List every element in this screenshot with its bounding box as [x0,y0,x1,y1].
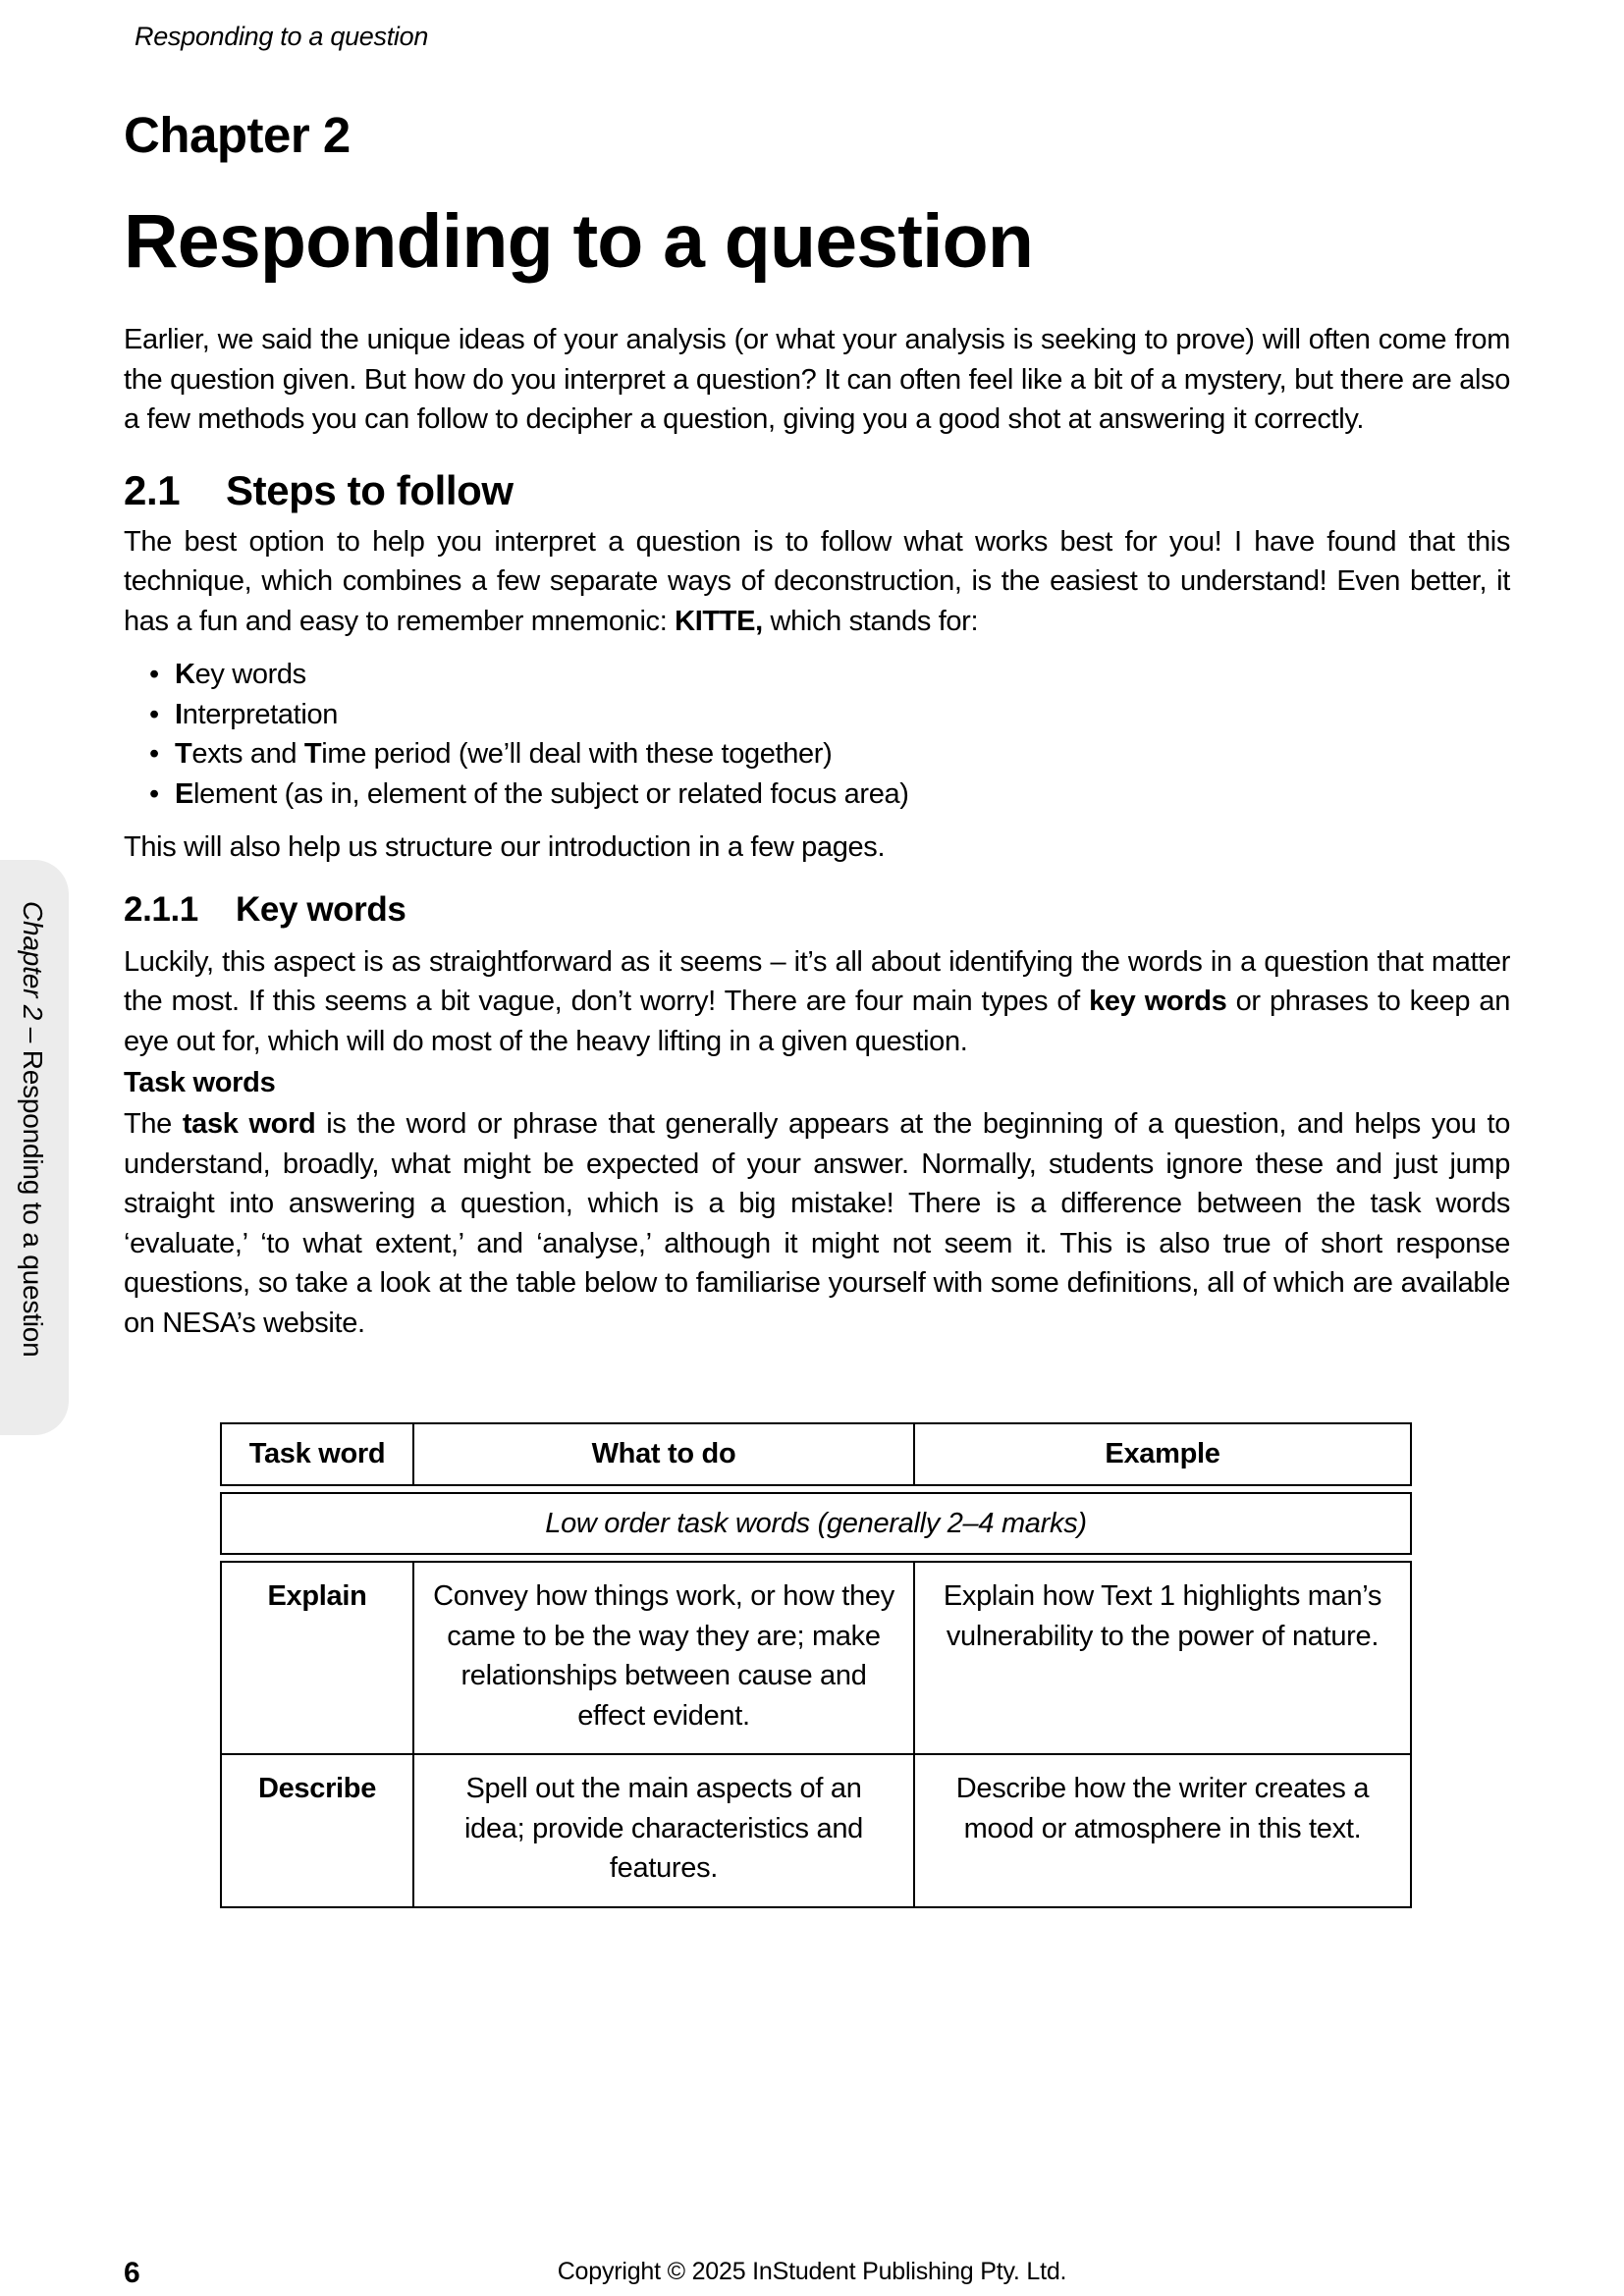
section-heading-2-1 [124,465,1510,516]
initial-letter: K [175,659,195,690]
task-word-cell: Explain [267,1580,367,1612]
text-run: which stands for: [762,605,979,637]
what-to-do-cell: Spell out the main aspects of an idea; provide characteristics and features. [412,1755,913,1906]
initial-letter: T [303,738,322,770]
column-header: What to do [412,1424,913,1484]
text-run: Luckily, this aspect is as straightforward as it seems – it’s all about identifying the words in a question that matter the most. If this seems a bit vague, don’t worry! There are four main types of [124,945,1510,1017]
steps-paragraph [124,522,1510,642]
copyright-notice: Copyright © 2025 InStudent Publishing Pty. Ltd. [557,2258,1067,2285]
initial-letter: I [175,698,183,730]
initial-letter: E [175,777,193,810]
list-item [175,695,1510,735]
text-run: The best option to help you interpret a question is to follow what works best for you! I have found that this technique, which combines a few separate ways of deconstruction, is the easiest to understand! Even better, it has a fun and easy to remember mnemonic: [124,525,1510,637]
section-number: 2.1.1 [124,889,198,929]
section-number: 2.1 [124,466,181,513]
initial-letter: T [175,738,192,770]
list-item [175,774,1510,815]
list-item-text: ime period (we’ll deal with these together) [321,738,833,770]
list-item [175,734,1510,774]
section-heading-2-1-1 [124,887,1510,933]
list-item-text: nterpretation [182,698,338,730]
intro-paragraph: Earlier, we said the unique ideas of your analysis (or what your analysis is seeking to prove) will often come from the question given. But how do you interpret a question? It can often feel like a bit of a mystery, but there are also a few methods you can follow to decipher a question, giving you a good shot at answering it correctly. [124,324,1510,435]
example-cell: Explain how Text 1 highlights man’s vulnerability to the power of nature. [913,1563,1410,1753]
main-content [124,320,1510,1343]
side-tab-chapter: Chapter 2 [18,901,48,1021]
column-header: Example [913,1424,1410,1484]
kitte-list [124,655,1510,814]
list-item-text: ey words [194,659,306,690]
running-head: Responding to a question [135,22,429,51]
column-header: Task word [248,1438,386,1469]
list-item-text: exts and [191,738,304,770]
text-run: or phrases to keep an eye out for, which will do most of the heavy lifting in a given question. [124,986,1510,1057]
task-words-heading: Task words [124,1067,276,1098]
text-run: is the word or phrase that generally appears at the beginning of a question, and helps you to understand, broadly, what might be expected of your answer. Normally, students ignore these and just jump straight into answering a question, which is a big mistake! There is a difference between the task words ‘evaluate,’ ‘to what extent,’ and ‘analyse,’ although it might not seem it. This is also true of short response questions, so take a look at the table below to familiarise yourself with some definitions, all of which are available on NESA’s website. [124,1108,1510,1339]
chapter-label: Chapter 2 [124,107,351,163]
example-cell: Describe how the writer creates a mood or atmosphere in this text. [913,1755,1410,1906]
mnemonic-term: KITTE, [675,605,763,637]
task-words-table [220,1422,1412,1908]
list-item [175,655,1510,695]
table-row [220,1753,1412,1908]
bold-term: key words [1089,986,1227,1017]
side-tab-title: Responding to a question [18,1049,48,1358]
text-run: The [124,1108,183,1140]
task-word-cell: Describe [257,1773,377,1804]
side-tab-separator: – [18,1020,48,1050]
list-item-text: lement (as in, element of the subject or related focus area) [193,777,909,810]
group-label: Low order task words (generally 2–4 marks) [545,1507,1087,1539]
page-number: 6 [124,2257,140,2289]
table-group-row [220,1492,1412,1556]
structure-note: This will also help us structure our introduction in a few pages. [124,831,886,863]
chapter-side-tab-label [17,901,48,1357]
section-title: Steps to follow [226,466,514,513]
table-header-row [220,1422,1412,1486]
bold-term: task word [182,1108,316,1140]
chapter-title: Responding to a question [124,199,1034,284]
table-row [220,1561,1412,1755]
key-words-paragraph [124,942,1510,1062]
section-title: Key words [236,889,406,929]
task-words-paragraph [124,1104,1510,1343]
what-to-do-cell: Convey how things work, or how they came to be the way they are; make relationships between cause and effect evident. [412,1563,913,1753]
